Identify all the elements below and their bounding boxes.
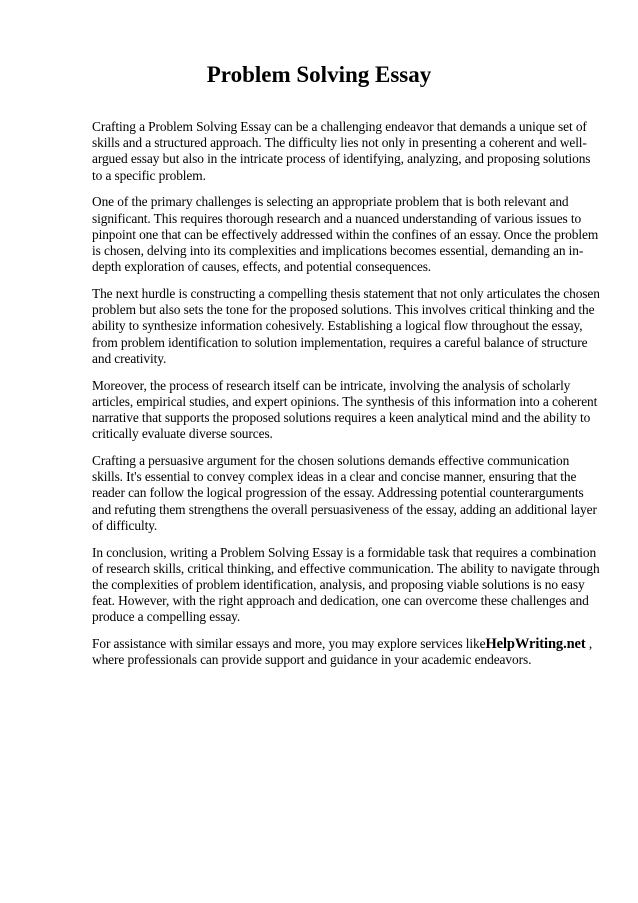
paragraph-intro: Crafting a Problem Solving Essay can be a challenging endeavor that demands a unique set of skills and a structured approach. The difficulty lies not only in presenting a coherent and well-argued essay but also in the intricate process of identifying, analyzing, and proposing solutions to a specific problem.	[92, 119, 591, 183]
document-title: Problem Solving Essay	[206, 62, 432, 87]
paragraph-conclusion: In conclusion, writing a Problem Solving Essay is a formidable task that requires a combination of research skills, critical thinking, and effective communication. The ability to navigate through the complexities of problem identification, analysis, and proposing viable solutions is no easy feat. However, with the right approach and dedication, one can overcome these challenges and produce a compelling essay.	[92, 544, 600, 625]
paragraph-problem-selection: One of the primary challenges is selecting an appropriate problem that is both relevant and significant. This requires thorough research and a nuanced understanding of various issues to pinpoint one that can be effectively addressed within the confines of an essay. Once the problem is chosen, delving into its complexities and implications becomes essential, demanding an in-depth exploration of causes, effects, and potential consequences.	[92, 194, 599, 275]
closing-text-after-link: , where professionals can provide support and guidance in your academic endeavors.	[92, 636, 593, 668]
document-body	[92, 119, 600, 679]
helpwriting-link[interactable]: HelpWriting.net	[485, 636, 586, 653]
paragraph-closing	[92, 636, 600, 668]
closing-text-before-link: For assistance with similar essays and more, you may explore services like	[92, 636, 486, 652]
paragraph-argument: Crafting a persuasive argument for the chosen solutions demands effective communication skills. It's essential to convey complex ideas in a clear and concise manner, ensuring that the reader can follow the logical progression of the essay. Addressing potential counterarguments and refuting them strengthens the overall persuasiveness of the essay, adding an additional layer of difficulty.	[92, 453, 597, 533]
paragraph-thesis: The next hurdle is constructing a compelling thesis statement that not only articulates the chosen problem but also sets the tone for the proposed solutions. This involves critical thinking and the ability to synthesize information cohesively. Establishing a logical flow throughout the essay, from problem identification to solution implementation, requires a careful balance of structure and creativity.	[92, 286, 600, 366]
paragraph-research: Moreover, the process of research itself can be intricate, involving the analysis of scholarly articles, empirical studies, and expert opinions. The synthesis of this information into a coherent narrative that supports the proposed solutions requires a keen analytical mind and the ability to critically evaluate diverse sources.	[92, 377, 598, 442]
